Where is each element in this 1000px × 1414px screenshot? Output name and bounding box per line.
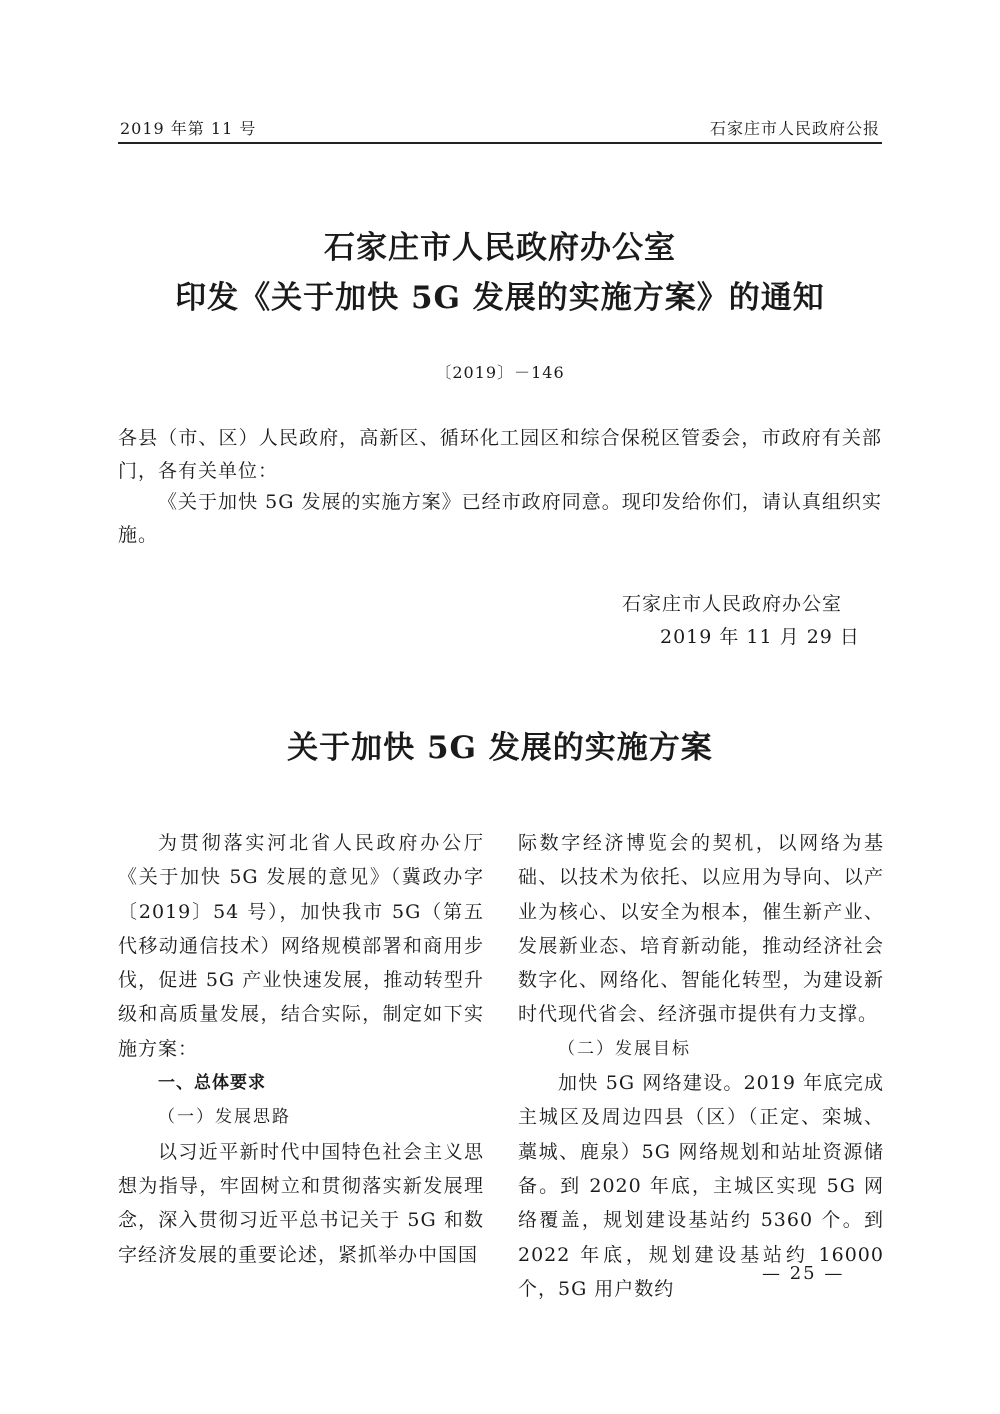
subsection-heading: （二）发展目标 <box>558 1038 691 1059</box>
right-column <box>518 826 884 1306</box>
subsection-heading: （一）发展思路 <box>158 1107 291 1128</box>
paragraph-continued: 际数字经济博览会的契机，以网络为基础、以技术为依托、以应用为导向、以产业为核心、以安全为根本，催生新产业、发展新业态、培育新动能，推动经济社会数字化、网络化、智能化转型，为建设新时代现代省会、经济强市提供有力支撑。 <box>518 832 884 1026</box>
plan-intro: 为贯彻落实河北省人民政府办公厅《关于加快 5G 发展的意见》（冀政办字〔2019〕54 号），加快我市 5G（第五代移动通信技术）网络规模部署和商用步伐，促进 5G 产业快速发展，推动转型升级和高质量发展，结合实际，制定如下实施方案： <box>118 832 484 1060</box>
left-column <box>118 826 484 1272</box>
page-number: — 25 — <box>762 1263 845 1284</box>
section-heading: 一、总体要求 <box>158 1073 266 1094</box>
notice-body: 《关于加快 5G 发展的实施方案》已经市政府同意。现印发给你们，请认真组织实施。 <box>118 491 882 546</box>
notice-title-line2: 印发《关于加快 5G 发展的实施方案》的通知 <box>175 280 825 316</box>
plan-title: 关于加快 5G 发展的实施方案 <box>287 730 713 766</box>
paragraph: 以习近平新时代中国特色社会主义思想为指导，牢固树立和贯彻落实新发展理念，深入贯彻习近平总书记关于 5G 和数字经济发展的重要论述，紧抓举办中国国 <box>118 1140 484 1266</box>
publication-name: 石家庄市人民政府公报 <box>709 119 880 138</box>
notice-title-line1: 石家庄市人民政府办公室 <box>324 230 676 266</box>
signature-org: 石家庄市人民政府办公室 <box>622 593 843 615</box>
paragraph: 加快 5G 网络建设。2019 年底完成主城区及周边四县（区）（正定、栾城、藁城、鹿泉）5G 网络规划和站址资源储备。到 2020 年底，主城区实现 5G 网络覆盖，规划建设基站约 5360 个。到 2022 年底，规划建设基站约 16000 个，5G 用户数约 <box>518 1072 884 1300</box>
running-header <box>118 114 882 144</box>
addressee: 各县（市、区）人民政府，高新区、循环化工园区和综合保税区管委会，市政府有关部门，各有关单位： <box>118 427 882 482</box>
issue-label: 2019 年第 11 号 <box>120 119 257 138</box>
signature-date: 2019 年 11 月 29 日 <box>660 626 860 648</box>
document-number: 〔2019〕－146 <box>435 363 565 382</box>
